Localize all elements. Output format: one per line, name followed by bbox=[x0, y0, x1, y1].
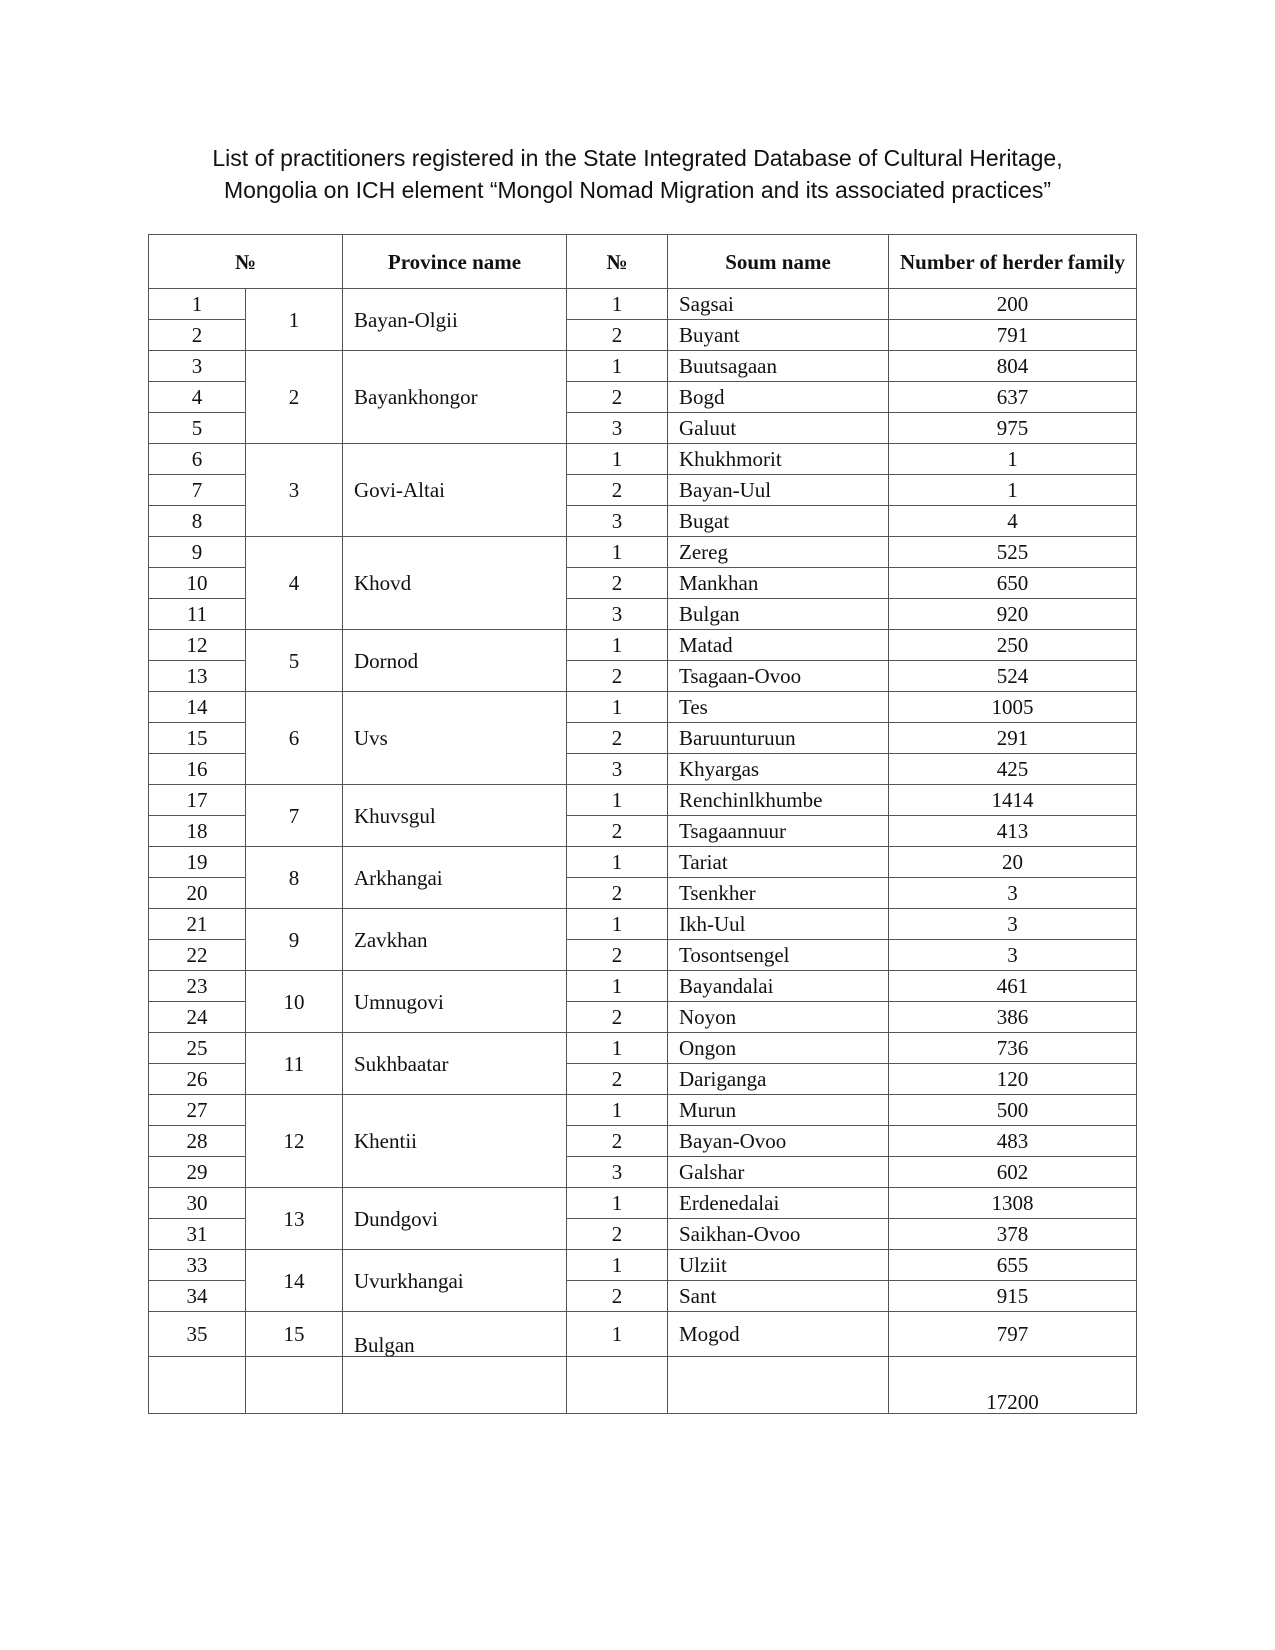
herder-family-count: 20 bbox=[889, 847, 1137, 878]
province-number: 7 bbox=[246, 785, 343, 847]
province-name: Govi-Altai bbox=[343, 444, 567, 537]
herder-family-count: 461 bbox=[889, 971, 1137, 1002]
row-index: 1 bbox=[149, 289, 246, 320]
soum-number: 1 bbox=[567, 630, 668, 661]
soum-number: 2 bbox=[567, 1064, 668, 1095]
row-index: 8 bbox=[149, 506, 246, 537]
row-index: 11 bbox=[149, 599, 246, 630]
province-name: Bayan-Olgii bbox=[343, 289, 567, 351]
row-index: 14 bbox=[149, 692, 246, 723]
row-index: 9 bbox=[149, 537, 246, 568]
soum-number: 1 bbox=[567, 1033, 668, 1064]
soum-number: 2 bbox=[567, 320, 668, 351]
herder-family-count: 791 bbox=[889, 320, 1137, 351]
herder-family-count: 637 bbox=[889, 382, 1137, 413]
total-row bbox=[149, 1357, 1137, 1414]
soum-name: Saikhan-Ovoo bbox=[668, 1219, 889, 1250]
province-number: 13 bbox=[246, 1188, 343, 1250]
total-empty-cell bbox=[343, 1357, 567, 1414]
soum-name: Buutsagaan bbox=[668, 351, 889, 382]
soum-number: 2 bbox=[567, 475, 668, 506]
herder-family-count: 1 bbox=[889, 444, 1137, 475]
table-row bbox=[149, 351, 1137, 382]
soum-name: Sagsai bbox=[668, 289, 889, 320]
herder-family-count: 804 bbox=[889, 351, 1137, 382]
province-name: Khentii bbox=[343, 1095, 567, 1188]
herder-family-count: 797 bbox=[889, 1312, 1137, 1357]
soum-number: 1 bbox=[567, 1312, 668, 1357]
herder-family-count: 291 bbox=[889, 723, 1137, 754]
soum-number: 1 bbox=[567, 351, 668, 382]
soum-number: 1 bbox=[567, 692, 668, 723]
row-index: 22 bbox=[149, 940, 246, 971]
province-number: 2 bbox=[246, 351, 343, 444]
soum-name: Bayan-Ovoo bbox=[668, 1126, 889, 1157]
herder-family-count: 3 bbox=[889, 940, 1137, 971]
soum-name: Mogod bbox=[668, 1312, 889, 1357]
herder-family-count: 250 bbox=[889, 630, 1137, 661]
herder-family-count: 1 bbox=[889, 475, 1137, 506]
practitioners-table bbox=[148, 234, 1137, 1414]
soum-name: Tsagaannuur bbox=[668, 816, 889, 847]
header-soum: Soum name bbox=[668, 235, 889, 289]
herder-family-count: 650 bbox=[889, 568, 1137, 599]
row-index: 26 bbox=[149, 1064, 246, 1095]
soum-number: 1 bbox=[567, 909, 668, 940]
herder-family-count: 500 bbox=[889, 1095, 1137, 1126]
row-index: 3 bbox=[149, 351, 246, 382]
row-index: 6 bbox=[149, 444, 246, 475]
row-index: 18 bbox=[149, 816, 246, 847]
herder-family-count: 655 bbox=[889, 1250, 1137, 1281]
row-index: 27 bbox=[149, 1095, 246, 1126]
soum-number: 2 bbox=[567, 878, 668, 909]
soum-name: Galuut bbox=[668, 413, 889, 444]
province-number: 9 bbox=[246, 909, 343, 971]
soum-name: Tsenkher bbox=[668, 878, 889, 909]
soum-name: Tosontsengel bbox=[668, 940, 889, 971]
herder-family-count: 524 bbox=[889, 661, 1137, 692]
soum-name: Khyargas bbox=[668, 754, 889, 785]
row-index: 34 bbox=[149, 1281, 246, 1312]
province-name: Bayankhongor bbox=[343, 351, 567, 444]
table-row bbox=[149, 1312, 1137, 1357]
total-empty-cell bbox=[567, 1357, 668, 1414]
table-row bbox=[149, 1188, 1137, 1219]
soum-name: Sant bbox=[668, 1281, 889, 1312]
soum-number: 2 bbox=[567, 382, 668, 413]
herder-family-count: 525 bbox=[889, 537, 1137, 568]
soum-name: Baruunturuun bbox=[668, 723, 889, 754]
soum-number: 2 bbox=[567, 1126, 668, 1157]
province-name: Sukhbaatar bbox=[343, 1033, 567, 1095]
herder-family-count: 4 bbox=[889, 506, 1137, 537]
soum-number: 2 bbox=[567, 1002, 668, 1033]
row-index: 19 bbox=[149, 847, 246, 878]
row-index: 17 bbox=[149, 785, 246, 816]
row-index: 31 bbox=[149, 1219, 246, 1250]
table-row bbox=[149, 1250, 1137, 1281]
total-empty-cell bbox=[668, 1357, 889, 1414]
soum-number: 1 bbox=[567, 1095, 668, 1126]
document-title bbox=[0, 142, 1275, 206]
herder-family-count: 915 bbox=[889, 1281, 1137, 1312]
header-no: № bbox=[149, 235, 343, 289]
herder-family-count: 200 bbox=[889, 289, 1137, 320]
province-number: 14 bbox=[246, 1250, 343, 1312]
province-name: Dornod bbox=[343, 630, 567, 692]
herder-family-count: 1308 bbox=[889, 1188, 1137, 1219]
table-row bbox=[149, 692, 1137, 723]
soum-name: Ongon bbox=[668, 1033, 889, 1064]
soum-number: 3 bbox=[567, 413, 668, 444]
province-number: 1 bbox=[246, 289, 343, 351]
soum-name: Renchinlkhumbe bbox=[668, 785, 889, 816]
row-index: 28 bbox=[149, 1126, 246, 1157]
soum-number: 2 bbox=[567, 1219, 668, 1250]
soum-number: 1 bbox=[567, 785, 668, 816]
soum-name: Galshar bbox=[668, 1157, 889, 1188]
row-index: 33 bbox=[149, 1250, 246, 1281]
soum-number: 2 bbox=[567, 723, 668, 754]
soum-name: Bulgan bbox=[668, 599, 889, 630]
soum-number: 1 bbox=[567, 971, 668, 1002]
soum-name: Erdenedalai bbox=[668, 1188, 889, 1219]
title-line-1: List of practitioners registered in the State Integrated Database of Cultural Heritage, bbox=[212, 145, 1063, 171]
row-index: 16 bbox=[149, 754, 246, 785]
header-families: Number of herder family bbox=[889, 235, 1137, 289]
soum-name: Tes bbox=[668, 692, 889, 723]
province-number: 6 bbox=[246, 692, 343, 785]
province-name: Arkhangai bbox=[343, 847, 567, 909]
herder-family-count: 413 bbox=[889, 816, 1137, 847]
soum-name: Khukhmorit bbox=[668, 444, 889, 475]
table-row bbox=[149, 444, 1137, 475]
soum-number: 3 bbox=[567, 506, 668, 537]
soum-name: Dariganga bbox=[668, 1064, 889, 1095]
soum-name: Matad bbox=[668, 630, 889, 661]
province-number: 10 bbox=[246, 971, 343, 1033]
row-index: 29 bbox=[149, 1157, 246, 1188]
herder-family-count: 3 bbox=[889, 909, 1137, 940]
soum-name: Bugat bbox=[668, 506, 889, 537]
province-number: 3 bbox=[246, 444, 343, 537]
table-row bbox=[149, 630, 1137, 661]
row-index: 25 bbox=[149, 1033, 246, 1064]
herder-family-count: 1414 bbox=[889, 785, 1137, 816]
title-line-2: Mongolia on ICH element “Mongol Nomad Migration and its associated practices” bbox=[223, 177, 1052, 203]
province-name: Uvs bbox=[343, 692, 567, 785]
province-number: 12 bbox=[246, 1095, 343, 1188]
row-index: 24 bbox=[149, 1002, 246, 1033]
province-number: 15 bbox=[246, 1312, 343, 1357]
herder-family-count: 483 bbox=[889, 1126, 1137, 1157]
table-body bbox=[149, 289, 1137, 1414]
row-index: 13 bbox=[149, 661, 246, 692]
soum-number: 1 bbox=[567, 1250, 668, 1281]
province-number: 5 bbox=[246, 630, 343, 692]
soum-name: Tsagaan-Ovoo bbox=[668, 661, 889, 692]
row-index: 2 bbox=[149, 320, 246, 351]
soum-number: 3 bbox=[567, 599, 668, 630]
soum-name: Ikh-Uul bbox=[668, 909, 889, 940]
soum-number: 2 bbox=[567, 940, 668, 971]
table-row bbox=[149, 847, 1137, 878]
soum-name: Bayan-Uul bbox=[668, 475, 889, 506]
herder-family-count: 920 bbox=[889, 599, 1137, 630]
province-number: 4 bbox=[246, 537, 343, 630]
table-row bbox=[149, 289, 1137, 320]
province-name: Bulgan bbox=[343, 1312, 567, 1357]
soum-number: 3 bbox=[567, 754, 668, 785]
herder-family-count: 1005 bbox=[889, 692, 1137, 723]
herder-family-count: 425 bbox=[889, 754, 1137, 785]
province-name: Khuvsgul bbox=[343, 785, 567, 847]
herder-family-count: 602 bbox=[889, 1157, 1137, 1188]
province-number: 8 bbox=[246, 847, 343, 909]
row-index: 7 bbox=[149, 475, 246, 506]
herder-family-count: 386 bbox=[889, 1002, 1137, 1033]
soum-number: 2 bbox=[567, 1281, 668, 1312]
province-number: 11 bbox=[246, 1033, 343, 1095]
row-index: 20 bbox=[149, 878, 246, 909]
soum-name: Zereg bbox=[668, 537, 889, 568]
soum-name: Tariat bbox=[668, 847, 889, 878]
row-index: 12 bbox=[149, 630, 246, 661]
row-index: 23 bbox=[149, 971, 246, 1002]
soum-number: 1 bbox=[567, 1188, 668, 1219]
soum-number: 1 bbox=[567, 537, 668, 568]
total-empty-cell bbox=[149, 1357, 246, 1414]
herder-family-count: 975 bbox=[889, 413, 1137, 444]
total-families: 17200 bbox=[889, 1357, 1137, 1414]
province-name: Khovd bbox=[343, 537, 567, 630]
total-empty-cell bbox=[246, 1357, 343, 1414]
soum-number: 1 bbox=[567, 289, 668, 320]
header-row bbox=[149, 235, 1137, 289]
table-row bbox=[149, 909, 1137, 940]
soum-name: Ulziit bbox=[668, 1250, 889, 1281]
herder-family-count: 120 bbox=[889, 1064, 1137, 1095]
row-index: 30 bbox=[149, 1188, 246, 1219]
soum-name: Murun bbox=[668, 1095, 889, 1126]
table-row bbox=[149, 1033, 1137, 1064]
herder-family-count: 3 bbox=[889, 878, 1137, 909]
table-row bbox=[149, 537, 1137, 568]
province-name: Uvurkhangai bbox=[343, 1250, 567, 1312]
herder-family-count: 378 bbox=[889, 1219, 1137, 1250]
soum-number: 2 bbox=[567, 568, 668, 599]
row-index: 21 bbox=[149, 909, 246, 940]
soum-name: Mankhan bbox=[668, 568, 889, 599]
row-index: 15 bbox=[149, 723, 246, 754]
header-soum-no: № bbox=[567, 235, 668, 289]
soum-number: 3 bbox=[567, 1157, 668, 1188]
row-index: 35 bbox=[149, 1312, 246, 1357]
province-name: Zavkhan bbox=[343, 909, 567, 971]
row-index: 4 bbox=[149, 382, 246, 413]
soum-name: Bogd bbox=[668, 382, 889, 413]
row-index: 5 bbox=[149, 413, 246, 444]
soum-number: 2 bbox=[567, 816, 668, 847]
row-index: 10 bbox=[149, 568, 246, 599]
soum-number: 2 bbox=[567, 661, 668, 692]
soum-name: Bayandalai bbox=[668, 971, 889, 1002]
table-row bbox=[149, 1095, 1137, 1126]
province-name: Umnugovi bbox=[343, 971, 567, 1033]
province-name: Dundgovi bbox=[343, 1188, 567, 1250]
herder-family-count: 736 bbox=[889, 1033, 1137, 1064]
soum-number: 1 bbox=[567, 847, 668, 878]
soum-name: Buyant bbox=[668, 320, 889, 351]
soum-name: Noyon bbox=[668, 1002, 889, 1033]
table-row bbox=[149, 785, 1137, 816]
header-province: Province name bbox=[343, 235, 567, 289]
table-row bbox=[149, 971, 1137, 1002]
soum-number: 1 bbox=[567, 444, 668, 475]
